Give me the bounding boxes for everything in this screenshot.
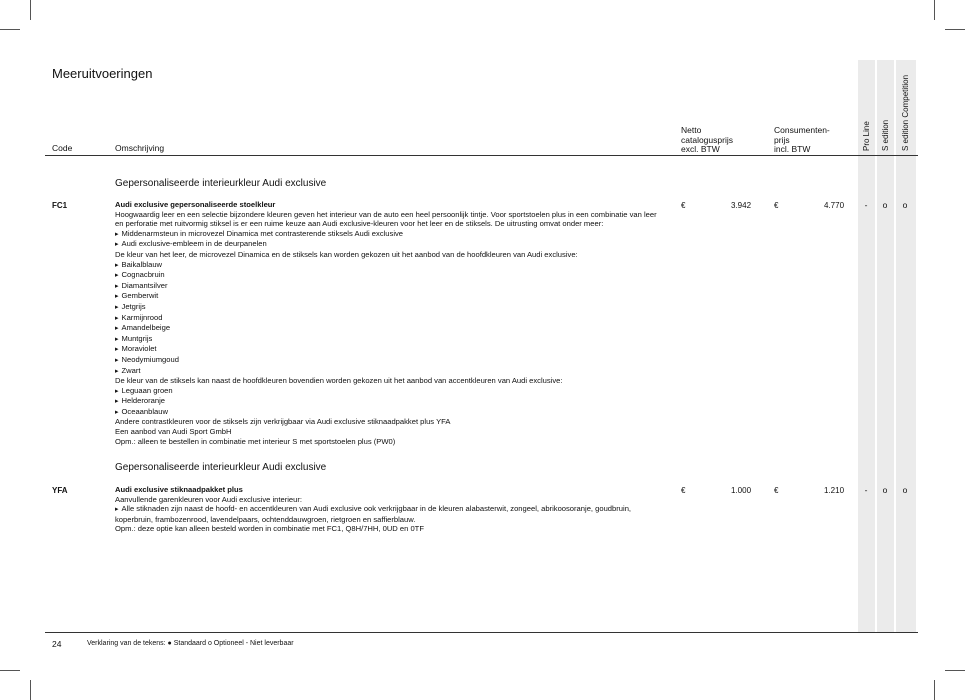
- crop-mark: [0, 670, 20, 671]
- crop-mark: [945, 670, 965, 671]
- remark-line: Opm.: deze optie kan alleen besteld worden in combinatie met FC1, Q8H/7HH, 0UD en 0TF: [115, 524, 424, 534]
- page-title: Meeruitvoeringen: [52, 66, 153, 81]
- color-item: ▸ Baikalblauw: [115, 260, 660, 271]
- availability-s-edition-competition: o: [902, 485, 908, 495]
- crop-mark: [30, 0, 31, 20]
- currency-symbol: €: [774, 486, 779, 495]
- description-bullet: ▸ Alle stiknaden zijn naast de hoofd- en accentkleuren van Audi exclusive ook verkrijgbaar in de kleuren alabasterwit, zongeel, abrikoosoranje, goudbruin, koperbruin, frambozenrood, lavendelpaars, ochtenddauwgroen, rietgroen en saffierblauw.: [115, 504, 660, 524]
- availability-s-edition: o: [882, 200, 888, 210]
- color-item: ▸ Oceaanblauw: [115, 407, 660, 418]
- color-item: ▸ Gemberwit: [115, 291, 660, 302]
- description-bullet: ▸ Middenarmsteun in microvezel Dinamica met contrasterende stiksels Audi exclusive: [115, 229, 660, 240]
- color-item: ▸ Moraviolet: [115, 344, 660, 355]
- option-code: FC1: [52, 201, 68, 210]
- color-item: ▸ Zwart: [115, 366, 660, 377]
- option-description: [115, 200, 660, 446]
- color-item: ▸ Helderoranje: [115, 396, 660, 407]
- color-item: ▸ Leguaan groen: [115, 386, 660, 397]
- color-item: ▸ Diamantsilver: [115, 281, 660, 292]
- consumer-price: 1.210: [824, 486, 845, 495]
- currency-symbol: €: [681, 486, 686, 495]
- section-title: Gepersonaliseerde interieurkleur Audi exclusive: [115, 178, 327, 189]
- section-title: Gepersonaliseerde interieurkleur Audi exclusive: [115, 462, 327, 473]
- column-header-pro-line: Pro Line: [862, 121, 871, 151]
- footer-rule: [45, 632, 918, 633]
- description-line: De kleur van de stiksels kan naast de hoofdkleuren bovendien worden gekozen uit het aanbod van accentkleuren van Audi exclusive:: [115, 376, 563, 386]
- currency-symbol: €: [681, 201, 686, 210]
- description-line: Hoogwaardig leer en een selectie bijzondere kleuren geven het interieur van de auto een heel persoonlijk tintje. Voor sportstoelen plus in een combinatie van leer en perforatie met ruitvormig stiksel is er een ruime keuze aan Audi exclusive-kleuren voor het leer en de stiksels. De uitrusting omvat onder meer:: [115, 209, 657, 229]
- availability-pro-line: -: [864, 200, 868, 210]
- header-rule: [45, 155, 918, 156]
- crop-mark: [945, 29, 965, 30]
- crop-mark: [30, 680, 31, 700]
- crop-mark: [934, 0, 935, 20]
- netto-price: 3.942: [731, 201, 752, 210]
- column-header-netto: Netto catalogusprijs excl. BTW: [681, 125, 733, 154]
- crop-mark: [0, 29, 20, 30]
- availability-s-edition-competition: o: [902, 200, 908, 210]
- description-line: Een aanbod van Audi Sport GmbH: [115, 427, 232, 437]
- color-item: ▸ Karmijnrood: [115, 313, 660, 324]
- crop-mark: [934, 680, 935, 700]
- availability-s-edition: o: [882, 485, 888, 495]
- netto-price: 1.000: [731, 486, 752, 495]
- color-item: ▸ Amandelbeige: [115, 323, 660, 334]
- description-bullet: ▸ Audi exclusive-embleem in de deurpanelen: [115, 239, 660, 250]
- column-header-code: Code: [52, 143, 73, 153]
- availability-pro-line: -: [864, 485, 868, 495]
- option-name: Audi exclusive gepersonaliseerde stoelkleur: [115, 200, 276, 209]
- remark-line: Opm.: alleen te bestellen in combinatie met interieur S met sportstoelen plus (PW0): [115, 436, 396, 446]
- legend: Verklaring van de tekens: ● Standaard o Optioneel - Niet leverbaar: [87, 640, 294, 647]
- column-header-consumer: Consumenten- prijs incl. BTW: [774, 125, 830, 154]
- color-item: ▸ Neodymiumgoud: [115, 355, 660, 366]
- option-description: [115, 485, 660, 534]
- consumer-price: 4.770: [824, 201, 845, 210]
- color-item: ▸ Cognacbruin: [115, 270, 660, 281]
- page-number: 24: [52, 639, 62, 649]
- option-name: Audi exclusive stiknaadpakket plus: [115, 485, 243, 494]
- description-line: Aanvullende garenkleuren voor Audi exclusive interieur:: [115, 494, 303, 504]
- description-line: De kleur van het leer, de microvezel Dinamica en de stiksels kan worden gekozen uit het aanbod van de hoofdkleuren van Audi exclusive:: [115, 249, 578, 259]
- column-header-description: Omschrijving: [115, 143, 165, 153]
- currency-symbol: €: [774, 201, 779, 210]
- color-item: ▸ Muntgrijs: [115, 334, 660, 345]
- column-header-s-edition: S edition: [881, 119, 890, 151]
- color-item: ▸ Jetgrijs: [115, 302, 660, 313]
- option-code: YFA: [52, 486, 68, 495]
- description-line: Andere contrastkleuren voor de stiksels zijn verkrijgbaar via Audi exclusive stiknaadpakket plus YFA: [115, 417, 451, 427]
- column-header-s-edition-competition: S edition Competition: [901, 74, 910, 151]
